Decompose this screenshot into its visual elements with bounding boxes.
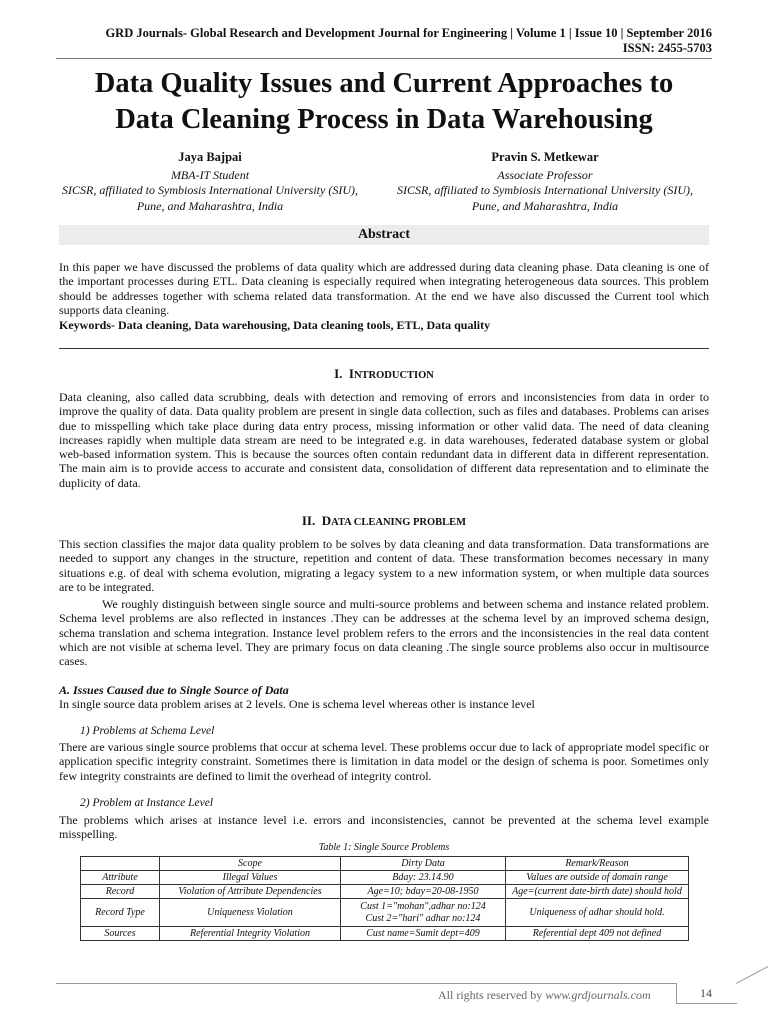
section-rule	[59, 348, 709, 349]
dirty-data-line: Cust 1="mohan",adhar no:124	[360, 900, 486, 912]
table-header-cell: Scope	[160, 857, 341, 871]
table-header-cell: Remark/Reason	[506, 857, 689, 871]
table-row	[81, 899, 689, 927]
paper-title	[40, 66, 728, 138]
table-header-cell: Dirty Data	[341, 857, 506, 871]
table-row	[81, 927, 689, 941]
author-name: Pravin S. Metkewar	[491, 150, 599, 164]
issn: ISSN: 2455-5703	[622, 41, 712, 55]
author-role: MBA-IT Student	[170, 167, 250, 182]
journal-header: GRD Journals- Global Research and Development Journal for Engineering | Volume 1 | Issue 10 | September 2016	[105, 26, 712, 40]
table-cell: Record	[81, 885, 160, 899]
section-number: I.	[334, 366, 343, 381]
table-header-row	[81, 857, 689, 871]
table-cell: Violation of Attribute Dependencies	[160, 885, 341, 899]
section-initial: I	[348, 366, 354, 381]
table-cell-dirty-data	[341, 899, 506, 927]
section-initial: D	[321, 513, 332, 528]
table-cell: Referential dept 409 not defined	[506, 927, 689, 941]
table-cell: Sources	[81, 927, 160, 941]
subsection-heading-a: A. Issues Caused due to Single Source of Data	[59, 683, 289, 697]
dirty-data-line: Cust 2="hari" adhar no:124	[365, 912, 481, 924]
author-location: Pune, and Maharashtra, India	[471, 198, 619, 213]
subsection-a-text: In single source data problem arises at 2 levels. One is schema level whereas other is instance level	[59, 697, 535, 711]
table-cell: Uniqueness of adhar should hold.	[506, 899, 689, 927]
table-cell: Bday: 23.14.90	[341, 871, 506, 885]
page-number: 14	[700, 986, 712, 1000]
problem-paragraph-1: This section classifies the major data quality problem to be solves by data cleaning and data transformation. Data transformations are needed to support any changes in the structure, repetition and content of data. These transformation becomes necessary in many situations e.g. of deal with schema evolution, migrating a legacy system to a new information system, or when multiple data sources are to be integrated.	[59, 537, 709, 594]
section-title-rest: ATA CLEANING PROBLEM	[331, 517, 467, 528]
footer-diagonal	[736, 964, 768, 984]
single-source-problems-table	[80, 856, 689, 941]
table-cell: Record Type	[81, 899, 160, 927]
table-cell: Values are outside of domain range	[506, 871, 689, 885]
author-role: Associate Professor	[497, 167, 593, 182]
header-rule	[56, 58, 712, 59]
problem-paragraph-2: We roughly distinguish between single source and multi-source problems and between schema and instance related problem. Schema level problems are also reflected in instances .They can be addresses at the schema level by an improved schema design, schema translation and schema integration. Instance level problem refers to the errors and the inconsistencies in the real data content which are not visible at schema level. They are primary focus on data cleaning .The single source problems also occur in multisource cases.	[59, 597, 709, 669]
section-heading-data-cleaning-problem	[0, 513, 768, 529]
journal-url[interactable]: www.grdjournals.com	[545, 988, 651, 1002]
title-line-2: Data Cleaning Process in Data Warehousing	[115, 104, 653, 135]
section-title-rest: NTRODUCTION	[353, 370, 434, 381]
abstract-heading: Abstract	[357, 227, 411, 242]
author-location: Pune, and Maharashtra, India	[136, 198, 284, 213]
intro-paragraph: Data cleaning, also called data scrubbing, deals with detection and removing of errors and inconsistencies from data in order to improve the quality of data. Data quality problem are present in single data collection, such as files and databases. Problems can arises due to misspelling which take place during data entry process, missing information or other valid data. The need of data cleaning increases rapidly when multiple data stream are need to be integrated e.g. in data warehouses, federated database system or global web-based information system. This is because the sources often contain redundant data in different data in different representation. The main aim is to provide access to accurate and consistent data, consolidation of different data representation and to eliminate the duplicity of data.	[59, 390, 709, 490]
author-affiliation: SICSR, affiliated to Symbiosis International University (SIU),	[397, 183, 693, 198]
table-row	[81, 871, 689, 885]
author-2	[375, 150, 715, 214]
rights-text: All rights reserved by	[438, 988, 546, 1002]
section-number: II.	[301, 513, 316, 528]
table-cell: Uniqueness Violation	[160, 899, 341, 927]
table-header-cell	[81, 857, 160, 871]
table-cell: Cust name=Sumit dept=409	[341, 927, 506, 941]
keywords: Keywords- Data cleaning, Data warehousing, Data cleaning tools, ETL, Data quality	[59, 318, 491, 332]
author-affiliation: SICSR, affiliated to Symbiosis International University (SIU),	[62, 183, 358, 198]
table-cell: Age=(current date-birth date) should hold	[506, 885, 689, 899]
table-cell: Referential Integrity Violation	[160, 927, 341, 941]
abstract-text: In this paper we have discussed the problems of data quality which are addressed during data cleaning phase. Data cleaning is one of the important processes during ETL. Data cleaning is especially required when integrating heterogeneous data sources. This problem should be addresses together with schema related data transformation. At the end we have also discussed the Current tool which supports data cleaning.	[59, 260, 709, 317]
subsubsection-1-text: There are various single source problems that occur at schema level. These problems occur due to lack of appropriate model specific or application specific integrity constraint. Sometimes there is limitation in data model or the design of schema is poor. Sometimes only few integrity constraints are defined to limit the overhead of integrity control.	[59, 740, 709, 783]
table-row	[81, 885, 689, 899]
table-cell: Age=10; bday=20-08-1950	[341, 885, 506, 899]
author-name: Jaya Bajpai	[178, 150, 242, 164]
table-caption: Table 1: Single Source Problems	[318, 842, 450, 853]
author-1	[40, 150, 380, 214]
section-heading-introduction	[0, 366, 768, 382]
table-cell: Attribute	[81, 871, 160, 885]
title-line-1: Data Quality Issues and Current Approaches to	[94, 68, 674, 99]
table-cell: Illegal Values	[160, 871, 341, 885]
footer-rule	[56, 983, 676, 984]
footer-rights	[438, 988, 651, 1003]
subsubsection-heading-1: 1) Problems at Schema Level	[80, 725, 215, 737]
subsubsection-2-text: The problems which arises at instance level i.e. errors and inconsistencies, cannot be prevented at the schema level example misspelling.	[59, 813, 709, 842]
subsubsection-heading-2: 2) Problem at Instance Level	[80, 797, 214, 809]
